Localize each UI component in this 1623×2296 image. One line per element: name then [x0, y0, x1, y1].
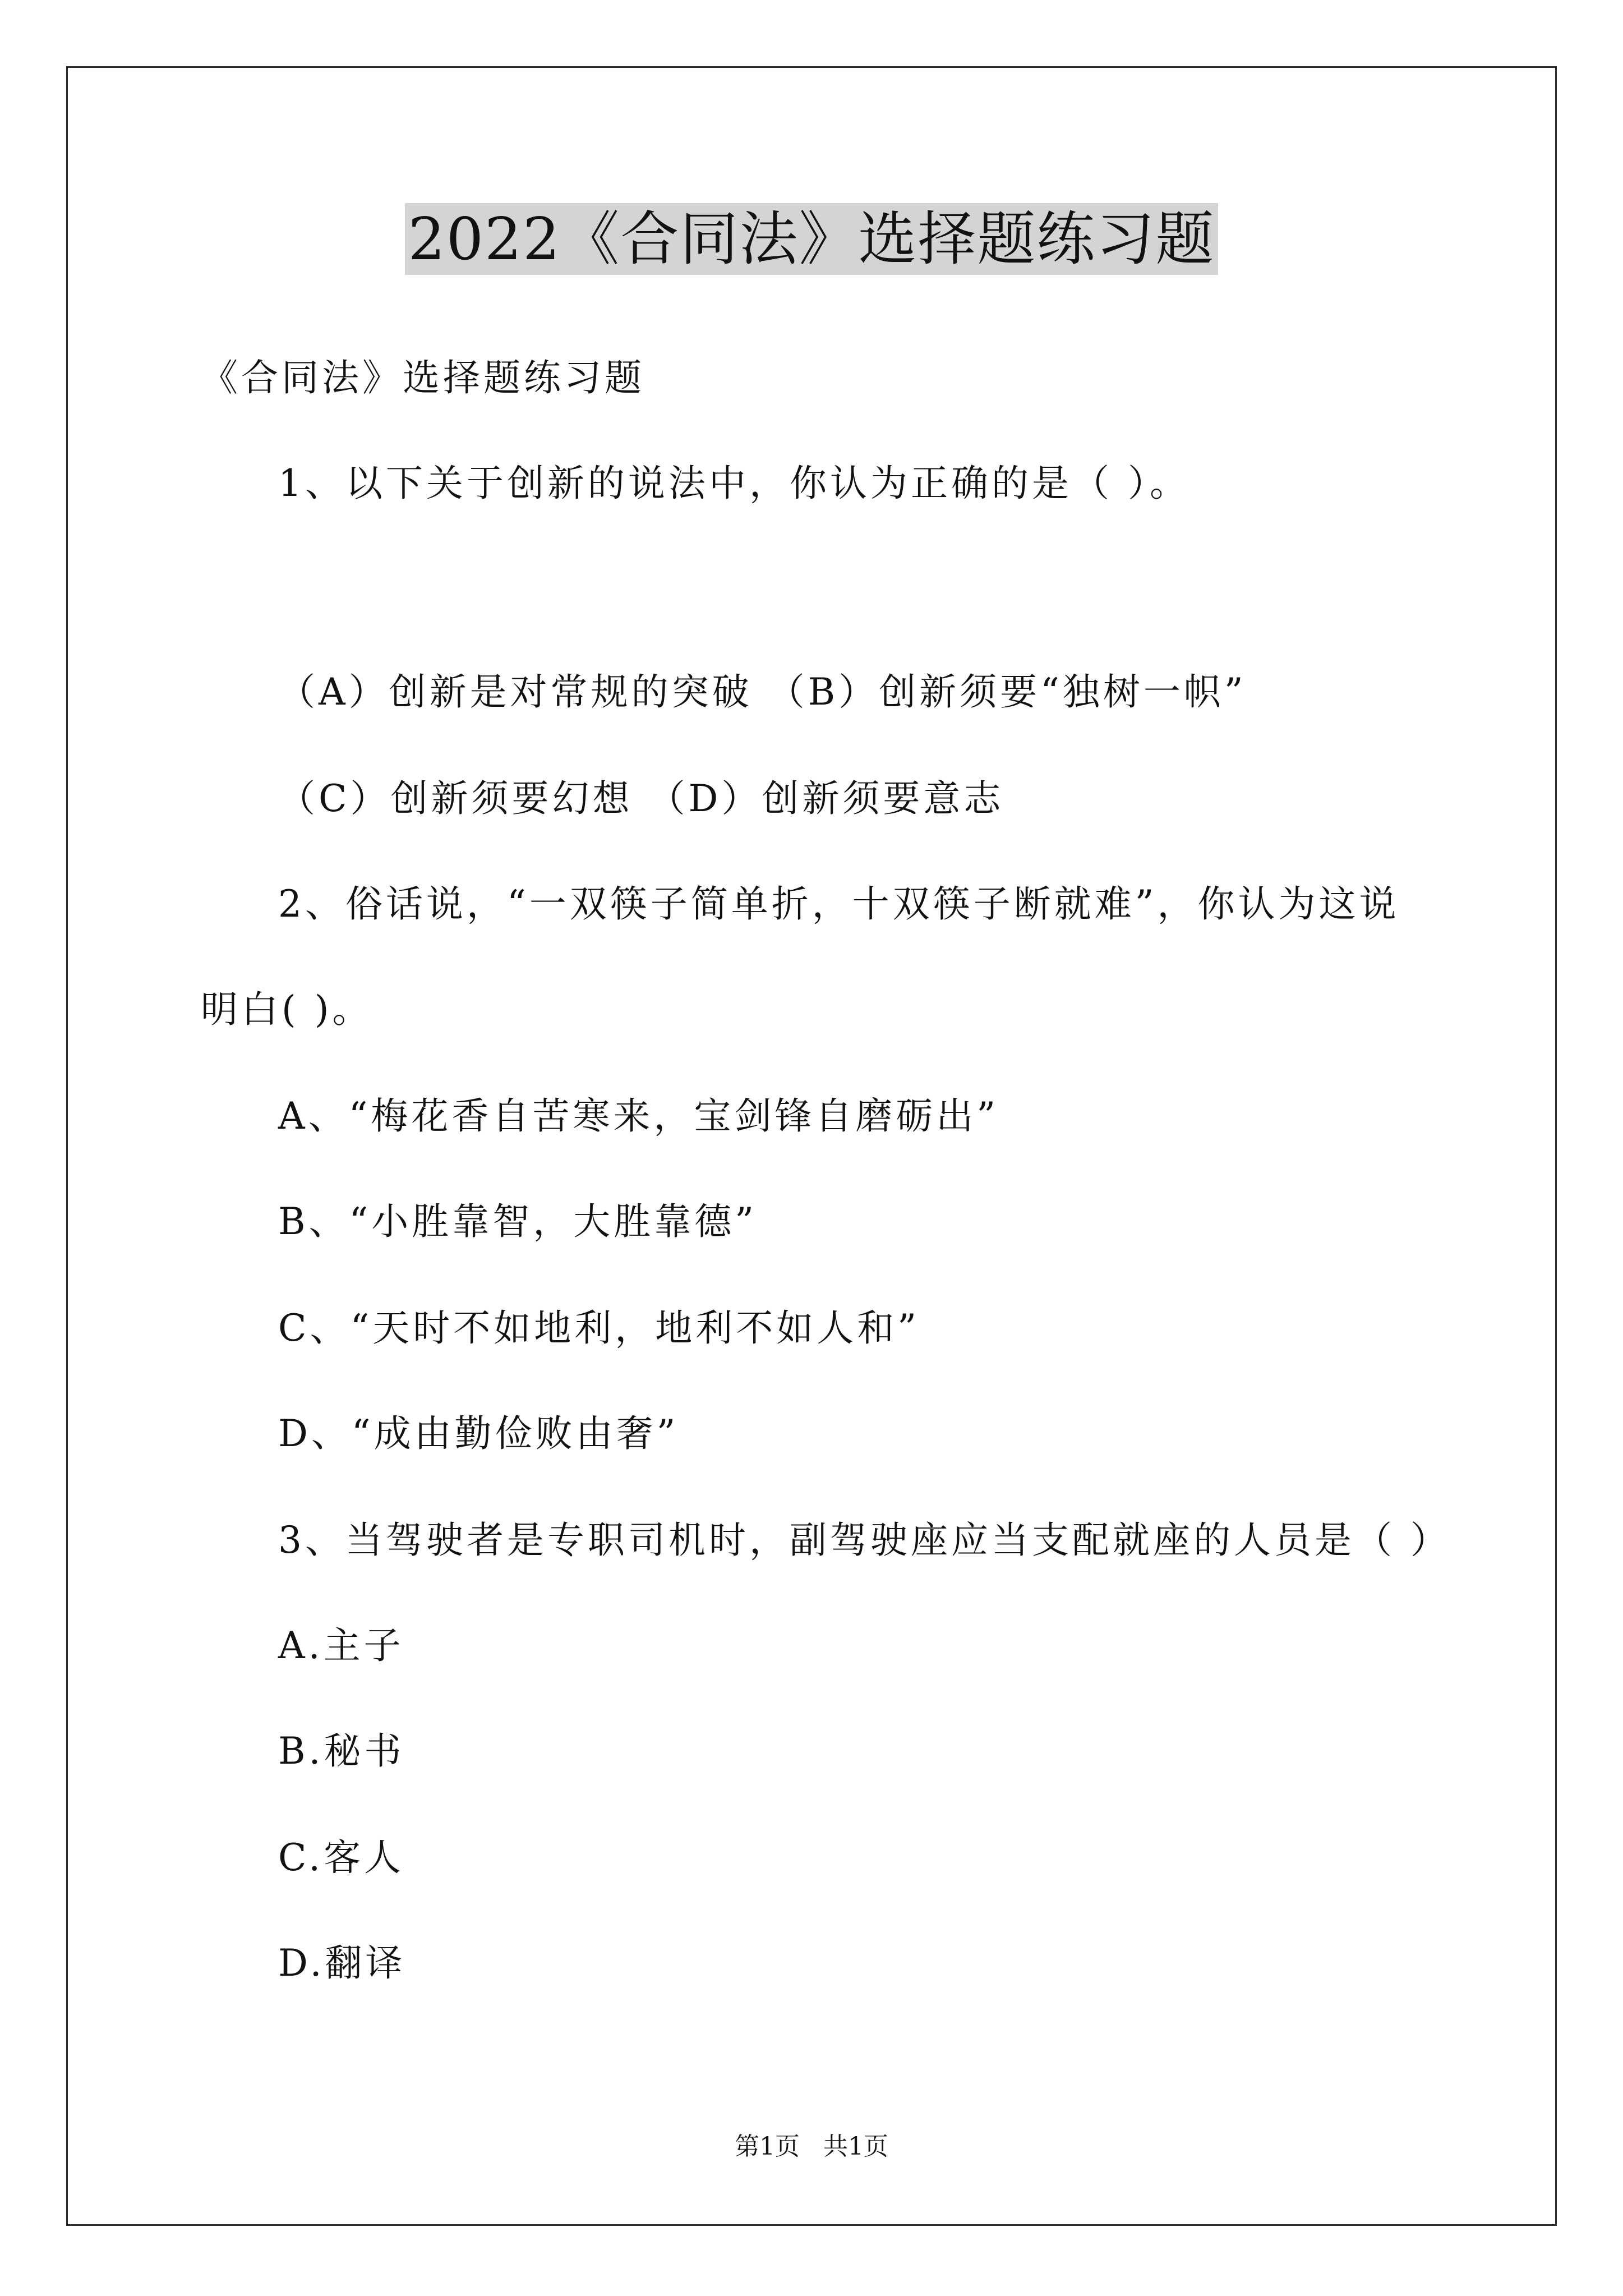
- question-3-option-d: D.翻译: [278, 1941, 406, 1985]
- page-footer: [0, 2132, 1623, 2162]
- question-2-option-c: C、“天时不如地利，地利不如人和”: [278, 1306, 920, 1350]
- question-2-option-a: A、“梅花香自苦寒来，宝剑锋自磨砺出”: [278, 1094, 999, 1138]
- question-2-option-d: D、“成由勤俭败由奢”: [278, 1412, 679, 1455]
- page-number: 第1页: [735, 2132, 800, 2161]
- question-2-option-b: B、“小胜靠智，大胜靠德”: [278, 1200, 757, 1243]
- question-1-options-line-2: （C）创新须要幻想 （D）创新须要意志: [278, 777, 1004, 820]
- question-2-stem-line-1: 2、俗话说，“一双筷子简单折，十双筷子断就难”，你认为这说: [278, 882, 1400, 926]
- document-title: 2022《合同法》选择题练习题: [405, 203, 1219, 275]
- question-3-option-c: C.客人: [278, 1836, 405, 1879]
- title-container: [0, 203, 1623, 275]
- document-subtitle: 《合同法》选择题练习题: [201, 356, 645, 399]
- page-total: 共1页: [823, 2132, 888, 2161]
- question-3-stem: 3、当驾驶者是专职司机时，副驾驶座应当支配就座的人员是（ ）: [278, 1519, 1451, 1562]
- question-1-options-line-1: （A）创新是对常规的突破 （B）创新须要“独树一帜”: [278, 670, 1247, 714]
- question-2-stem-line-2: 明白( )。: [201, 988, 373, 1031]
- question-1-stem: 1、以下关于创新的说法中，你认为正确的是（ ）。: [278, 462, 1190, 505]
- question-3-option-a: A.主子: [278, 1624, 404, 1667]
- question-3-option-b: B.秘书: [278, 1729, 405, 1773]
